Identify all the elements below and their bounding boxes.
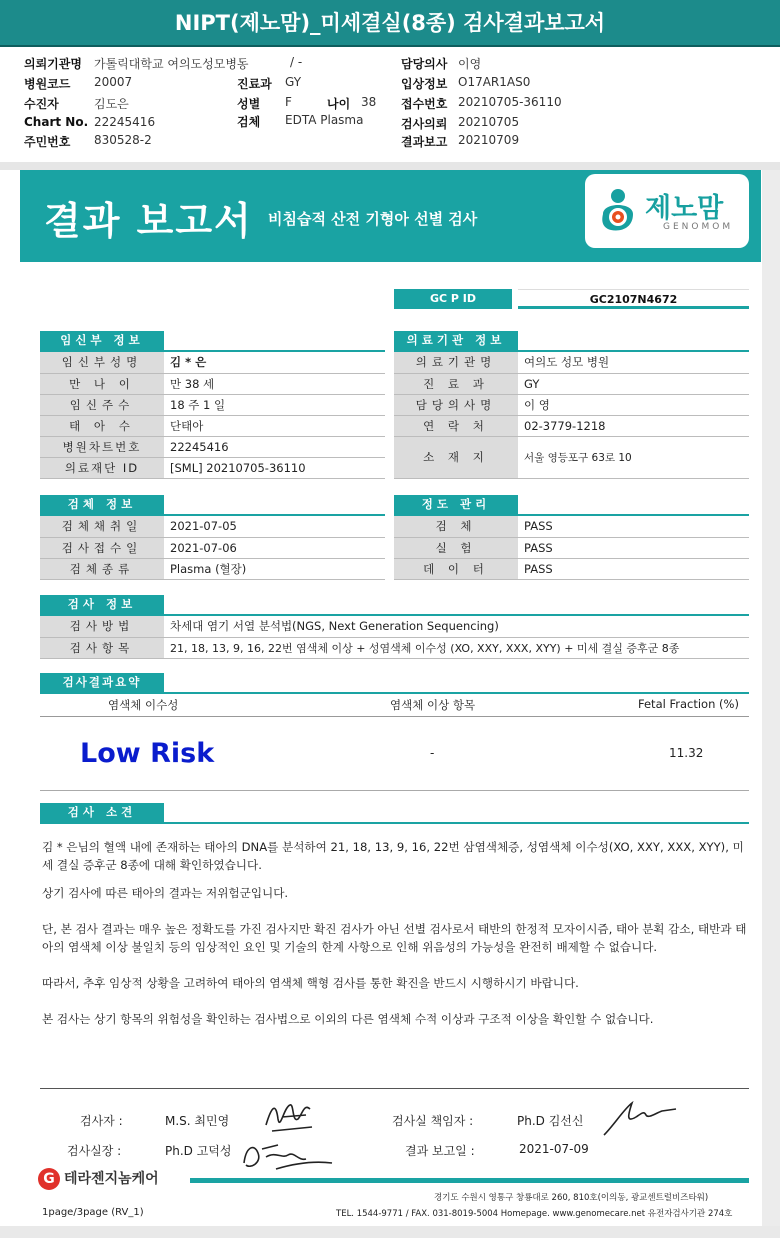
footer-address: 경기도 수원시 영통구 창룡대로 260, 810호(이의동, 광교센트럴비즈타워) bbox=[434, 1193, 709, 1203]
meta-patient-label: 수진자 bbox=[24, 97, 59, 111]
signature-divider bbox=[40, 1088, 749, 1089]
clinic-value: 02-3779-1218 bbox=[518, 415, 749, 436]
table-row bbox=[40, 637, 749, 658]
meta-specimen-value: EDTA Plasma bbox=[285, 113, 364, 127]
meta-request-value: 20210705 bbox=[458, 115, 520, 129]
clinic-info-title: 의료기관 정보 bbox=[394, 331, 518, 350]
pregnant-value: 18 주 1 일 bbox=[164, 394, 385, 415]
pregnant-label: 병원차트번호 bbox=[40, 436, 164, 457]
pregnant-value: 단태아 bbox=[164, 415, 385, 436]
pregnant-value: 김 * 은 bbox=[164, 352, 385, 373]
summary-col-abnormal: 염색체 이상 항목 bbox=[390, 698, 476, 712]
findings-paragraph: 상기 검사에 따른 태아의 결과는 저위험군입니다. bbox=[42, 886, 289, 900]
summary-divider bbox=[40, 790, 749, 791]
qc-label: 실 험 bbox=[394, 537, 518, 558]
clinic-info-table bbox=[394, 352, 749, 479]
pregnant-label: 만 나 이 bbox=[40, 373, 164, 394]
table-row bbox=[394, 373, 749, 394]
meta-institution-value: 가톨릭대학교 여의도성모병동 bbox=[94, 57, 249, 71]
pregnant-label: 임신주수 bbox=[40, 394, 164, 415]
meta-chart-value: 22245416 bbox=[94, 115, 156, 129]
tester-value: M.S. 최민영 bbox=[165, 1114, 230, 1128]
test-value: 차세대 염기 서열 분석법(NGS, Next Generation Sequencing) bbox=[164, 616, 749, 637]
pregnant-info-title: 임신부 정보 bbox=[40, 331, 164, 350]
lab-head-signature bbox=[600, 1097, 680, 1139]
table-row bbox=[394, 516, 749, 537]
meta-resident-label: 주민번호 bbox=[24, 135, 71, 149]
banner-subtitle: 비침습적 산전 기형아 선별 검사 bbox=[268, 210, 478, 228]
summary-col-fetal-fraction: Fetal Fraction (%) bbox=[638, 697, 739, 711]
summary-rule bbox=[40, 692, 749, 694]
page-indicator: 1page/3page (RV_1) bbox=[42, 1207, 144, 1218]
logo-text: 제노맘 bbox=[645, 193, 724, 224]
meta-report-label: 결과보고 bbox=[401, 135, 448, 149]
qc-value: PASS bbox=[518, 516, 749, 537]
qc-value: PASS bbox=[518, 537, 749, 558]
page-bottom-shade bbox=[0, 1226, 780, 1238]
clinic-label: 진 료 과 bbox=[394, 373, 518, 394]
meta-request-label: 검사의뢰 bbox=[401, 117, 448, 131]
theragen-g-icon: G bbox=[38, 1168, 60, 1190]
meta-doctor-value: 이영 bbox=[458, 57, 482, 71]
pregnant-value: 만 38 세 bbox=[164, 373, 385, 394]
clinic-label: 연 락 처 bbox=[394, 415, 518, 436]
table-row bbox=[40, 415, 385, 436]
meta-report-value: 20210709 bbox=[458, 133, 520, 147]
qc-value: PASS bbox=[518, 558, 749, 579]
meta-patient-value: 김도은 bbox=[94, 97, 129, 111]
specimen-info-title: 검체 정보 bbox=[40, 495, 164, 514]
meta-hospital-code-value: 20007 bbox=[94, 75, 133, 89]
table-row bbox=[40, 436, 385, 457]
findings-paragraph: 따라서, 추후 임상적 상황을 고려하여 태아의 염색체 핵형 검사를 통한 확진을 반드시 시행하시기 바랍니다. bbox=[42, 976, 579, 990]
findings-paragraph: 김 * 은님의 혈액 내에 존재하는 태아의 DNA를 분석하여 21, 18, 13, 9, 16, 22번 삼염색체증, 성염색체 이수성(XO, XXY, XXX, XYY), 미세 결실 증후군 8종에 대해 확인하였습니다. bbox=[42, 840, 744, 872]
qc-label: 데 이 터 bbox=[394, 558, 518, 579]
clinic-value: 이 영 bbox=[518, 394, 749, 415]
summary-header bbox=[40, 695, 749, 717]
pregnant-value: [SML] 20210705-36110 bbox=[164, 457, 385, 478]
test-label: 검사방법 bbox=[40, 616, 164, 637]
table-row bbox=[40, 394, 385, 415]
clinic-value: 서울 영등포구 63로 10 bbox=[518, 436, 749, 478]
theragen-logo-text: 테라젠지놈케어 bbox=[64, 1171, 159, 1187]
summary-title: 검사결과요약 bbox=[40, 673, 164, 692]
table-row bbox=[394, 415, 749, 436]
meta-divider bbox=[0, 162, 780, 170]
specimen-label: 검사접수일 bbox=[40, 537, 164, 558]
specimen-label: 검체채취일 bbox=[40, 516, 164, 537]
clinic-label: 담당의사명 bbox=[394, 394, 518, 415]
table-row bbox=[40, 457, 385, 478]
pregnant-label: 태 아 수 bbox=[40, 415, 164, 436]
pregnant-info-table bbox=[40, 352, 385, 479]
pregnant-label: 의료재단 ID bbox=[40, 457, 164, 478]
test-info-title: 검사 정보 bbox=[40, 595, 164, 614]
table-row bbox=[40, 373, 385, 394]
lab-head-label: 검사실 책임자 : bbox=[392, 1114, 474, 1128]
abnormal-items-value: - bbox=[430, 746, 435, 760]
gc-pid-value: GC2107N4672 bbox=[518, 289, 749, 309]
findings-rule bbox=[40, 822, 749, 824]
summary-col-aneuploidy: 염색체 이수성 bbox=[108, 698, 179, 712]
specimen-value: 2021-07-05 bbox=[164, 516, 385, 537]
table-row bbox=[40, 352, 385, 373]
lab-head-value: Ph.D 김선신 bbox=[517, 1114, 584, 1128]
meta-admission-label: 입상정보 bbox=[401, 77, 448, 91]
meta-age-label: 나이 bbox=[327, 97, 351, 111]
specimen-value: 2021-07-06 bbox=[164, 537, 385, 558]
specimen-info-table bbox=[40, 516, 385, 580]
meta-ward-value: / - bbox=[290, 55, 303, 69]
table-row bbox=[394, 352, 749, 373]
report-date-value: 2021-07-09 bbox=[519, 1142, 589, 1156]
table-row bbox=[40, 558, 385, 579]
director-signature bbox=[236, 1133, 336, 1175]
meta-chart-label: Chart No. bbox=[24, 115, 89, 129]
gc-pid-label: GC P ID bbox=[394, 289, 512, 309]
table-row bbox=[394, 436, 749, 478]
fetal-fraction-value: 11.32 bbox=[669, 746, 704, 760]
qc-label: 검 체 bbox=[394, 516, 518, 537]
footer-rule bbox=[190, 1178, 749, 1183]
qc-info-title: 정도 관리 bbox=[394, 495, 518, 514]
tester-label: 검사자 : bbox=[80, 1114, 123, 1128]
tester-signature bbox=[262, 1097, 318, 1137]
findings-paragraph: 단, 본 검사 결과는 매우 높은 정확도를 가진 검사지만 확진 검사가 아닌 선별 검사로서 태반의 한정적 모자이시즘, 태아 분획 감소, 태반과 태아의 염색체 이상 불일치 등의 임상적인 요인 및 기술의 한계 사항으로 인해 위음성의 가능성을 완전히 배제할 수 없습니다. bbox=[42, 922, 747, 954]
report-date-label: 결과 보고일 : bbox=[405, 1144, 475, 1158]
footer-contact: TEL. 1544-9771 / FAX. 031-8019-5004 Homepage. www.genomecare.net 유전자검사기관 274호 bbox=[336, 1209, 733, 1219]
report-header-title: NIPT(제노맘)_미세결실(8종) 검사결과보고서 bbox=[0, 0, 780, 47]
clinic-label: 소 재 지 bbox=[394, 436, 518, 478]
meta-sex-value: F bbox=[285, 95, 292, 109]
clinic-value: 여의도 성모 병원 bbox=[518, 352, 749, 373]
logo-subtext: GENOMOM bbox=[663, 222, 734, 232]
banner-title: 결과 보고서 bbox=[44, 199, 253, 243]
meta-receipt-label: 접수번호 bbox=[401, 97, 448, 111]
director-value: Ph.D 고덕성 bbox=[165, 1144, 232, 1158]
meta-institution-label: 의뢰기관명 bbox=[24, 57, 82, 71]
meta-receipt-value: 20210705-36110 bbox=[458, 95, 562, 109]
pregnant-label: 임신부성명 bbox=[40, 352, 164, 373]
page-edge-shadow bbox=[762, 170, 780, 1230]
specimen-label: 검체종류 bbox=[40, 558, 164, 579]
table-row bbox=[394, 394, 749, 415]
test-label: 검사항목 bbox=[40, 637, 164, 658]
meta-sex-label: 성별 bbox=[237, 97, 261, 111]
meta-department-value: GY bbox=[285, 75, 302, 89]
findings-paragraph: 본 검사는 상기 항목의 위험성을 확인하는 검사법으로 이외의 다른 염색체 수적 이상과 구조적 이상을 확인할 수 없습니다. bbox=[42, 1012, 654, 1026]
meta-admission-value: O17AR1AS0 bbox=[458, 75, 531, 89]
specimen-value: Plasma (혈장) bbox=[164, 558, 385, 579]
pregnant-value: 22245416 bbox=[164, 436, 385, 457]
genomom-mother-icon bbox=[597, 188, 639, 234]
test-info-table bbox=[40, 616, 749, 659]
qc-info-table bbox=[394, 516, 749, 580]
table-row bbox=[40, 537, 385, 558]
meta-doctor-label: 담당의사 bbox=[401, 57, 448, 71]
meta-hospital-code-label: 병원코드 bbox=[24, 77, 71, 91]
genomom-logo bbox=[585, 174, 749, 248]
clinic-value: GY bbox=[518, 373, 749, 394]
risk-result: Low Risk bbox=[80, 738, 215, 769]
meta-resident-value: 830528-2 bbox=[94, 133, 152, 147]
meta-specimen-label: 검체 bbox=[237, 115, 261, 129]
meta-department-label: 진료과 bbox=[237, 77, 272, 91]
table-row bbox=[394, 537, 749, 558]
findings-title: 검사 소견 bbox=[40, 803, 164, 822]
clinic-label: 의료기관명 bbox=[394, 352, 518, 373]
table-row bbox=[394, 558, 749, 579]
test-value: 21, 18, 13, 9, 16, 22번 염색체 이상 + 성염색체 이수성 (XO, XXY, XXX, XYY) + 미세 결실 증후군 8종 bbox=[164, 637, 749, 658]
meta-age-value: 38 bbox=[361, 95, 377, 109]
table-row bbox=[40, 516, 385, 537]
report-banner bbox=[20, 170, 761, 262]
table-row bbox=[40, 616, 749, 637]
request-meta bbox=[0, 52, 780, 162]
director-label: 검사실장 : bbox=[67, 1144, 122, 1158]
theragen-logo bbox=[38, 1168, 159, 1190]
